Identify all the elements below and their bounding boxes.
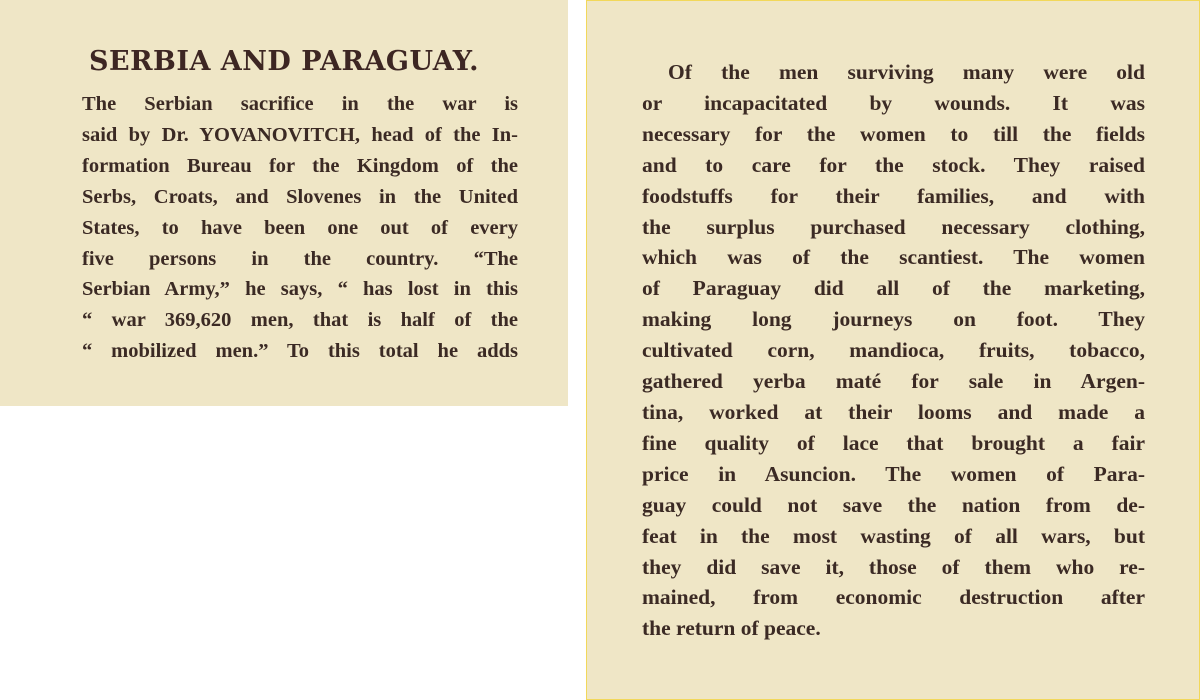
text-line: cultivated corn, mandioca, fruits, tobacco, [642,338,1145,363]
text-line: tina, worked at their looms and made a [642,399,1145,424]
text-line: Serbs, Croats, and Slovenes in the United [82,185,518,208]
text-line: guay could not save the nation from de- [642,492,1145,517]
right-newspaper-clipping [586,0,1200,700]
text-line: formation Bureau for the Kingdom of the [82,154,518,177]
text-line: they did save it, those of them who re- [642,554,1145,579]
text-line: the return of peace. [642,616,821,641]
article-headline: SERBIA AND PARAGUAY. [88,46,479,77]
text-line: fine quality of lace that brought a fair [642,430,1145,455]
text-line: or incapacitated by wounds. It was [642,90,1145,115]
text-line: The Serbian sacrifice in the war is [82,93,518,115]
text-line: foodstuffs for their families, and with [642,183,1145,208]
text-line: Of the men surviving many were old [668,60,1145,84]
text-line: five persons in the country. “The [82,247,518,270]
text-line: said by Dr. YOVANOVITCH, head of the In- [82,123,518,146]
text-line: “ mobilized men.” To this total he adds [82,340,518,363]
text-line: gathered yerba maté for sale in Argen- [642,369,1145,394]
text-line: and to care for the stock. They raised [642,152,1145,177]
left-newspaper-clipping [0,0,568,406]
text-line: “ war 369,620 men, that is half of the [82,309,518,332]
text-line: States, to have been one out of every [82,216,518,239]
text-line: which was of the scantiest. The women [642,245,1145,270]
text-line: price in Asuncion. The women of Para- [642,461,1145,486]
right-article-text [642,57,1145,644]
text-line: making long journeys on foot. They [642,307,1145,332]
text-line: the surplus purchased necessary clothing, [642,214,1145,239]
text-line: mained, from economic destruction after [642,585,1145,610]
text-line: necessary for the women to till the fields [642,121,1145,146]
text-line: Serbian Army,” he says, “ has lost in this [82,278,518,301]
text-line: feat in the most wasting of all wars, but [642,523,1145,548]
left-article-text [82,89,518,367]
text-line: of Paraguay did all of the marketing, [642,276,1145,301]
